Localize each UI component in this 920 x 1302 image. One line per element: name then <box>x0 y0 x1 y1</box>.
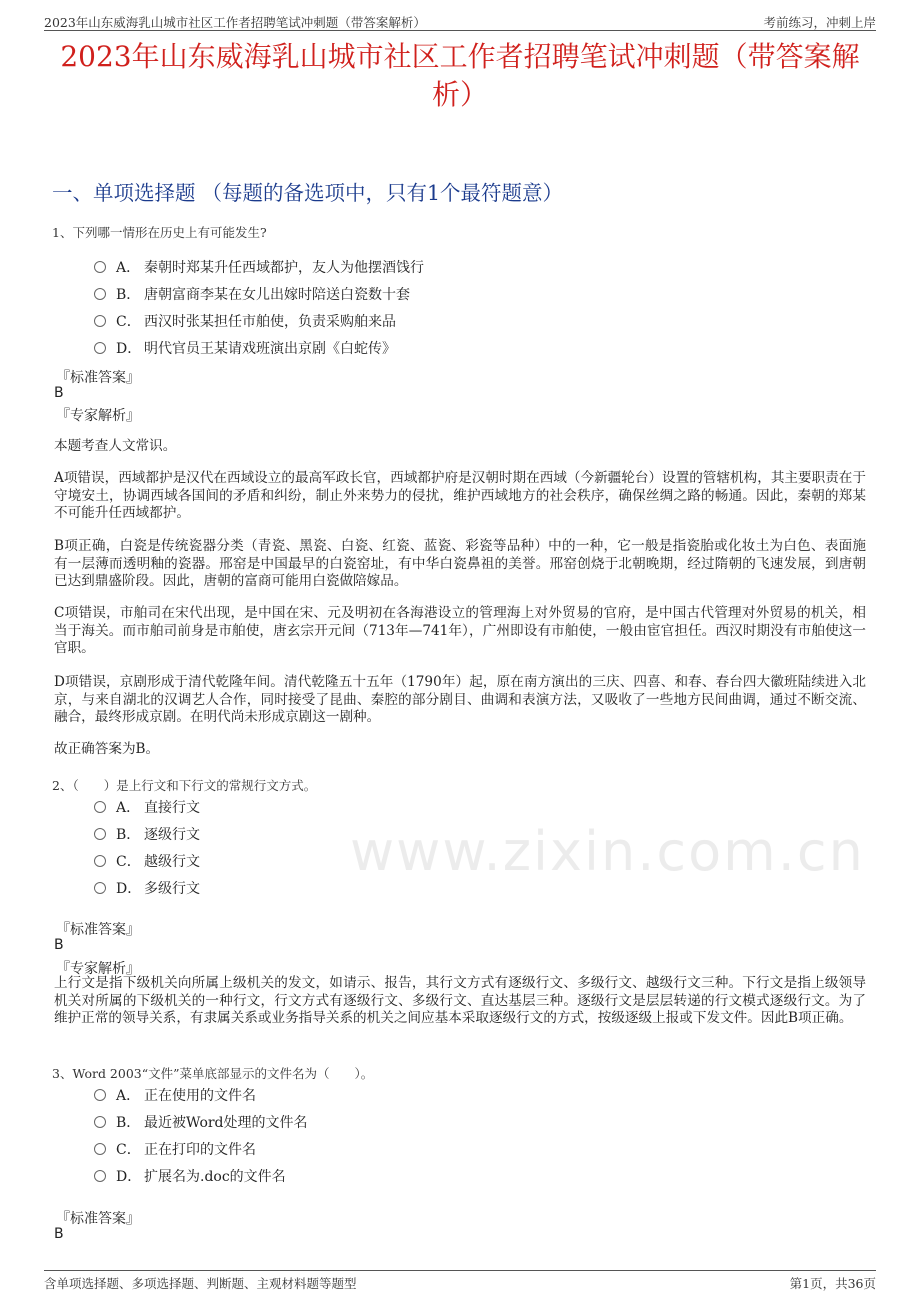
radio-button[interactable] <box>94 342 106 354</box>
q1-explanation-a: A项错误，西域都护是汉代在西域设立的最高军政长官，西域都护府是汉朝时期在西域（今新疆轮台）设置的管辖机构，其主要职责在于守境安土，协调西域各国间的矛盾和纠纷，制止外来势力的侵扰，维护西域地方的社会秩序，确保丝绸之路的畅通。因此，秦朝的郑某不可能升任西域都护。 <box>54 470 866 521</box>
q3-option-c[interactable]: C． 正在打印的文件名 <box>94 1139 256 1159</box>
q2-option-c[interactable]: C． 越级行文 <box>94 851 200 871</box>
q2-option-a[interactable]: A． 直接行文 <box>94 797 200 817</box>
q3-option-b[interactable]: B． 最近被Word处理的文件名 <box>94 1112 308 1132</box>
q2-expert-label: 『专家解析』 <box>56 961 140 977</box>
header-slogan: 考前练习，冲刺上岸 <box>763 15 876 30</box>
q1-explanation-c: C项错误，市舶司在宋代出现，是中国在宋、元及明初在各海港设立的管理海上对外贸易的官府，是中国古代管理对外贸易的机关，相当于海关。而市舶司前身是市舶使，唐玄宗开元间（713年—741年），广州即设有市舶使，一般由宦官担任。西汉时期没有市舶使这一官职。 <box>54 605 866 656</box>
q3-option-d[interactable]: D． 扩展名为.doc的文件名 <box>94 1166 286 1186</box>
page-header <box>44 10 876 31</box>
radio-button[interactable] <box>94 1143 106 1155</box>
q2-answer: B <box>54 937 64 953</box>
q1-option-a[interactable]: A． 秦朝时郑某升任西域都护，友人为他摆酒饯行 <box>94 257 424 277</box>
radio-button[interactable] <box>94 1089 106 1101</box>
q1-conclusion: 故正确答案为B。 <box>54 741 160 757</box>
q2-option-b[interactable]: B． 逐级行文 <box>94 824 200 844</box>
radio-button[interactable] <box>94 1116 106 1128</box>
radio-button[interactable] <box>94 315 106 327</box>
radio-button[interactable] <box>94 261 106 273</box>
radio-button[interactable] <box>94 288 106 300</box>
question-1-stem: 1、下列哪一情形在历史上有可能发生? <box>52 225 267 240</box>
section-note: （每题的备选项中，只有1个最符题意） <box>201 181 564 205</box>
question-3-stem: 3、Word 2003“文件”菜单底部显示的文件名为（ ）。 <box>52 1066 374 1081</box>
watermark: www.zixin.com.cn <box>350 820 865 883</box>
q1-explanation-intro: 本题考查人文常识。 <box>54 438 177 454</box>
page-number: 第1页，共36页 <box>789 1276 876 1291</box>
footer-question-types: 含单项选择题、多项选择题、判断题、主观材料题等题型 <box>44 1276 357 1291</box>
radio-button[interactable] <box>94 828 106 840</box>
q2-standard-answer-label: 『标准答案』 <box>56 922 140 938</box>
q3-answer: B <box>54 1226 64 1242</box>
q1-explanation-b: B项正确，白瓷是传统瓷器分类（青瓷、黑瓷、白瓷、红瓷、蓝瓷、彩瓷等品种）中的一种，它一般是指瓷胎或化妆土为白色、表面施有一层薄而透明釉的瓷器。邢窑是中国最早的白瓷窑址，有中华白瓷鼻祖的美誉。邢窑创烧于北朝晚期，经过隋朝的飞速发展，到唐朝已达到鼎盛阶段。因此，唐朝的富商可能用白瓷做陪嫁品。 <box>54 538 866 589</box>
radio-button[interactable] <box>94 855 106 867</box>
q3-standard-answer-label: 『标准答案』 <box>56 1211 140 1227</box>
q1-option-c[interactable]: C． 西汉时张某担任市舶使，负责采购舶来品 <box>94 311 396 331</box>
section-title: 一、单项选择题 <box>52 181 196 205</box>
section-heading <box>52 176 563 206</box>
header-doc-title: 2023年山东威海乳山城市社区工作者招聘笔试冲刺题（带答案解析） <box>44 15 426 30</box>
q1-option-b[interactable]: B． 唐朝富商李某在女儿出嫁时陪送白瓷数十套 <box>94 284 410 304</box>
page-footer <box>44 1270 876 1291</box>
radio-button[interactable] <box>94 801 106 813</box>
document-title: 2023年山东威海乳山城市社区工作者招聘笔试冲刺题（带答案解析） <box>60 40 860 111</box>
q1-expert-label: 『专家解析』 <box>56 408 140 424</box>
q1-answer: B <box>54 385 64 401</box>
q1-option-d[interactable]: D． 明代官员王某请戏班演出京剧《白蛇传》 <box>94 338 396 358</box>
q1-explanation-d: D项错误，京剧形成于清代乾隆年间。清代乾隆五十五年（1790年）起，原在南方演出的三庆、四喜、和春、春台四大徽班陆续进入北京，与来自湖北的汉调艺人合作，同时接受了昆曲、秦腔的部分剧目、曲调和表演方法，又吸收了一些地方民间曲调，通过不断交流、融合，最终形成京剧。在明代尚未形成京剧这一剧种。 <box>54 674 866 725</box>
question-2-stem: 2、（ ）是上行文和下行文的常规行文方式。 <box>52 778 317 793</box>
q1-standard-answer-label: 『标准答案』 <box>56 370 140 386</box>
q2-explanation: 上行文是指下级机关向所属上级机关的发文，如请示、报告，其行文方式有逐级行文、多级行文、越级行文三种。下行文是指上级领导机关对所属的下级机关的一种行文，行文方式有逐级行文、多级行文、直达基层三种。逐级行文是层层转递的行文模式逐级行文。为了维护正常的领导关系，有隶属关系或业务指导关系的机关之间应基本采取逐级行文的方式，按级逐级上报或下发文件。因此B项正确。 <box>54 975 866 1026</box>
radio-button[interactable] <box>94 882 106 894</box>
q3-option-a[interactable]: A． 正在使用的文件名 <box>94 1085 256 1105</box>
radio-button[interactable] <box>94 1170 106 1182</box>
q2-option-d[interactable]: D． 多级行文 <box>94 878 200 898</box>
